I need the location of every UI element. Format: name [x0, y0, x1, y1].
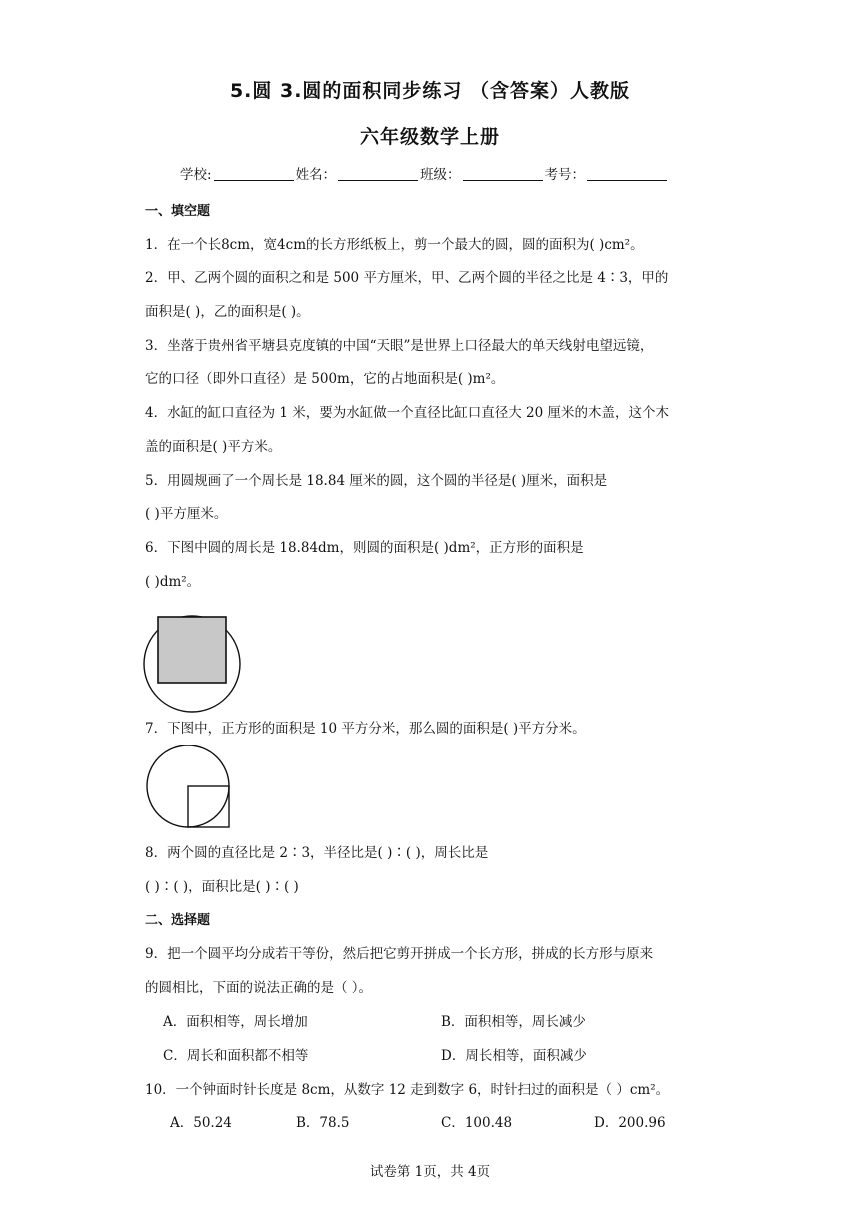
page-footer: 试卷第 1页，共 4页	[369, 1164, 491, 1180]
question-10: 10．一个钟面时针长度是 8cm，从数字 12 走到数字 6，时针扫过的面积是（ ）cm²。	[145, 1082, 670, 1098]
question-4-line-1: 4．水缸的缸口直径为 1 米，要为水缸做一个直径比缸口直径大 20 厘米的木盖，这个木	[145, 405, 670, 421]
q9-option-d[interactable]: D．周长相等，面积减少	[441, 1048, 587, 1064]
school-blank[interactable]	[214, 168, 294, 181]
exam-no-blank[interactable]	[587, 168, 667, 181]
question-3-line-2: 它的口径（即外口直径）是 500m，它的占地面积是( )m²。	[145, 371, 505, 387]
q9-option-c[interactable]: C．周长和面积都不相等	[163, 1048, 309, 1064]
class-label: 班级：	[420, 167, 461, 183]
question-1: 1．在一个长8cm，宽4cm的长方形纸板上，剪一个最大的圆，圆的面积为( )cm²。	[145, 237, 644, 253]
question-4-line-2: 盖的面积是( )平方米。	[145, 439, 282, 455]
exam-no-label: 考号：	[544, 167, 586, 183]
section-choice-title: 二、选择题	[145, 913, 211, 928]
question-9-line-2: 的圆相比，下面的说法正确的是（ ）。	[145, 980, 373, 996]
q9-option-a[interactable]: A．面积相等，周长增加	[163, 1014, 308, 1030]
section-fill-in-title: 一、填空题	[145, 204, 211, 219]
name-label: 姓名：	[295, 167, 337, 183]
school-label: 学校:	[180, 167, 212, 183]
page-subtitle: 六年级数学上册	[359, 126, 500, 148]
inscribed-square	[158, 617, 226, 683]
class-blank[interactable]	[463, 168, 543, 181]
question-7: 7．下图中，正方形的面积是 10 平方分米，那么圆的面积是( )平方分米。	[145, 721, 586, 737]
page-title: 5.圆 3.圆的面积同步练习 （含答案）人教版	[229, 80, 631, 102]
question-9-line-1: 9．把一个圆平均分成若干等份，然后把它剪开拼成一个长方形，拼成的长方形与原来	[145, 946, 654, 962]
question-8-line-1: 8．两个圆的直径比是 2∶3，半径比是( )∶( )，周长比是	[145, 845, 489, 861]
question-2-line-2: 面积是( )，乙的面积是( )。	[145, 304, 310, 320]
name-blank[interactable]	[338, 168, 418, 181]
question-8-line-2: ( )∶( )，面积比是( )∶( )	[145, 879, 299, 895]
question-6-line-2: ( )dm²。	[145, 574, 201, 590]
circle-quarter-square-figure	[144, 745, 234, 831]
q10-option-b[interactable]: B．78.5	[296, 1115, 350, 1131]
q9-option-b[interactable]: B．面积相等，周长减少	[441, 1014, 586, 1030]
question-6-line-1: 6．下图中圆的周长是 18.84dm，则圆的面积是( )dm²，正方形的面积是	[145, 540, 584, 556]
q10-option-d[interactable]: D．200.96	[594, 1115, 666, 1131]
question-5-line-1: 5．用圆规画了一个周长是 18.84 厘米的圆，这个圆的半径是( )厘米，面积是	[145, 473, 608, 489]
circle-square-figure	[140, 612, 246, 718]
q10-option-a[interactable]: A．50.24	[170, 1115, 232, 1131]
q10-option-c[interactable]: C．100.48	[441, 1115, 513, 1131]
question-3-line-1: 3．坐落于贵州省平塘县克度镇的中国“天眼”是世界上口径最大的单天线射电望远镜，	[145, 338, 654, 354]
question-2-line-1: 2．甲、乙两个圆的面积之和是 500 平方厘米，甲、乙两个圆的半径之比是 4∶3，甲的	[145, 270, 669, 286]
student-info-row	[180, 163, 669, 183]
question-5-line-2: ( )平方厘米。	[145, 506, 228, 522]
